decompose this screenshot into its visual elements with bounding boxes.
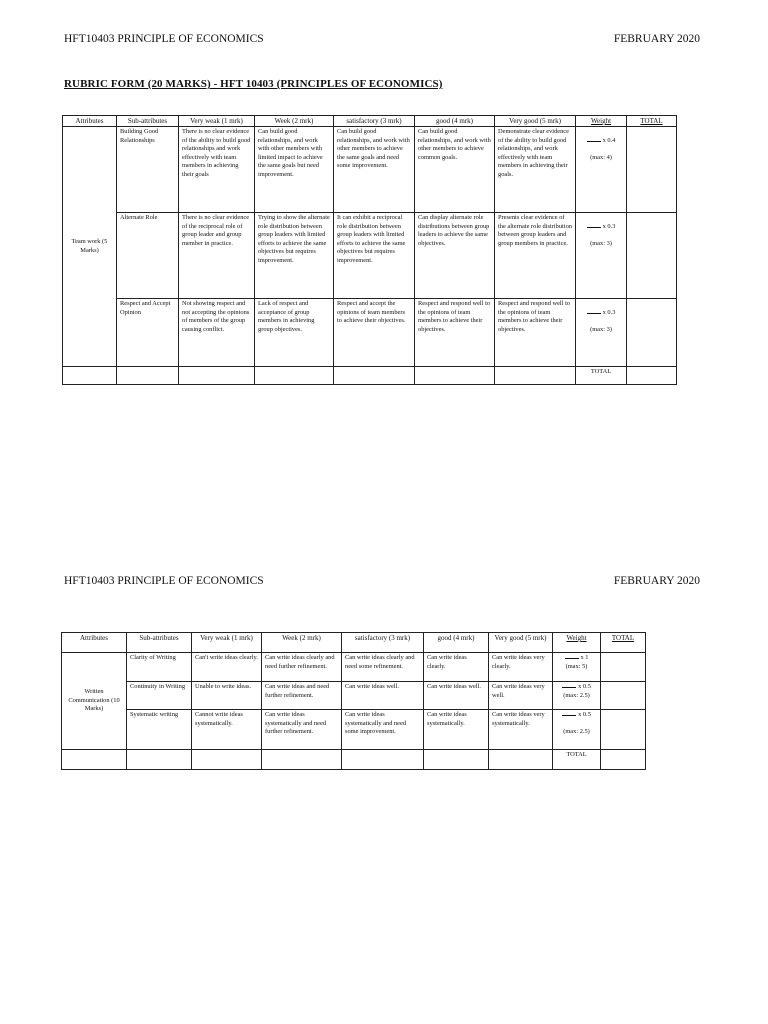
col-header: Weight (553, 633, 601, 653)
sub-attribute: Respect and Accept Opinion (117, 299, 179, 367)
score-blank[interactable] (587, 227, 601, 228)
weight-cell[interactable] (553, 710, 601, 750)
weight-multiplier: x 0.5 (578, 683, 591, 690)
criteria-cell: Trying to show the alternate role distribution between group leaders with limited efforts to achieve the same objectives but requires improvement. (255, 213, 334, 299)
criteria-cell: Can write ideas and need further refinement. (262, 682, 342, 710)
total-cell[interactable] (627, 299, 677, 367)
table-row (63, 299, 677, 367)
criteria-cell: Presents clear evidence of the alternate role distribution between group leaders and group members in practice. (495, 213, 576, 299)
criteria-cell: Respect and respond well to the opinions of team members to achieve their objectives. (415, 299, 495, 367)
total-label: TOTAL (576, 367, 627, 385)
criteria-cell: Lack of respect and acceptance of group members in achieving group objectives. (255, 299, 334, 367)
criteria-cell: It can exhibit a reciprocal role distribution between group leaders with limited efforts to achieve the same objectives but requires improvement. (334, 213, 415, 299)
total-cell[interactable] (601, 682, 646, 710)
attribute-cell: Written Communication (10 Marks) (62, 653, 127, 750)
weight-max: (max: 5) (565, 662, 588, 670)
page2-header (64, 575, 700, 587)
table-row (62, 710, 646, 750)
total-cell[interactable] (627, 127, 677, 213)
empty-cell (495, 367, 576, 385)
empty-cell (342, 750, 424, 770)
total-label: TOTAL (553, 750, 601, 770)
total-cell[interactable] (627, 213, 677, 299)
table-row (62, 682, 646, 710)
table-row (62, 653, 646, 682)
criteria-cell: Demonstrate clear evidence of the ability to build good relationships, and work effectively with team members in achieving their goals. (495, 127, 576, 213)
empty-cell (62, 750, 127, 770)
col-header: Attributes (62, 633, 127, 653)
col-header: Very good (5 mrk) (489, 633, 553, 653)
weight-multiplier: x 0.3 (602, 309, 616, 316)
criteria-cell: Can't write ideas clearly. (192, 653, 262, 682)
date: FEBRUARY 2020 (613, 33, 700, 45)
criteria-cell: Can write ideas systematically and need further refinement. (262, 710, 342, 750)
criteria-cell: Can write ideas very clearly. (489, 653, 553, 682)
criteria-cell: Unable to write ideas. (192, 682, 262, 710)
col-header: Weight (576, 116, 627, 127)
criteria-cell: Can build good relationships, and work with other members with limited impact to achieve the same goals but need improvement. (255, 127, 334, 213)
grand-total-cell[interactable] (627, 367, 677, 385)
weight-max: (max: 2.5) (563, 691, 590, 699)
sub-attribute: Systematic writing (127, 710, 192, 750)
grand-total-cell[interactable] (601, 750, 646, 770)
empty-cell (334, 367, 415, 385)
col-header: Week (2 mrk) (255, 116, 334, 127)
score-blank[interactable] (587, 141, 601, 142)
col-header: satisfactory (3 mrk) (334, 116, 415, 127)
table-row (63, 213, 677, 299)
criteria-cell: There is no clear evidence of the reciprocal role of group leader and group member in practice. (179, 213, 255, 299)
weight-cell[interactable] (553, 653, 601, 682)
empty-cell (489, 750, 553, 770)
total-cell[interactable] (601, 710, 646, 750)
criteria-cell: Can write ideas very systematically. (489, 710, 553, 750)
weight-max: (max: 2.5) (563, 728, 590, 736)
score-blank[interactable] (562, 715, 576, 716)
col-header: Attributes (63, 116, 117, 127)
criteria-cell: Can write ideas systematically. (424, 710, 489, 750)
sub-attribute: Alternate Role (117, 213, 179, 299)
criteria-cell: Can build good relationships, and work with other members to achieve the same goals and need some improvement. (334, 127, 415, 213)
empty-cell (179, 367, 255, 385)
weight-multiplier: x 0.4 (602, 137, 616, 144)
col-header: TOTAL (601, 633, 646, 653)
criteria-cell: Respect and accept the opinions of team members to achieve their objectives. (334, 299, 415, 367)
weight-max: (max: 3) (590, 240, 612, 248)
col-header: Sub-attributes (127, 633, 192, 653)
course-title: HFT10403 PRINCIPLE OF ECONOMICS (64, 575, 264, 587)
criteria-cell: There is no clear evidence of the ability to build good relationships and work effectively with team members in achieving their goals (179, 127, 255, 213)
criteria-cell: Can write ideas clearly and need further refinement. (262, 653, 342, 682)
sub-attribute: Clarity of Writing (127, 653, 192, 682)
score-blank[interactable] (565, 658, 579, 659)
criteria-cell: Respect and respond well to the opinions of team members to achieve their objectives. (495, 299, 576, 367)
weight-cell[interactable] (576, 213, 627, 299)
criteria-cell: Can display alternate role distributions between group leaders to achieve the same objectives. (415, 213, 495, 299)
total-cell[interactable] (601, 653, 646, 682)
weight-cell[interactable] (576, 299, 627, 367)
rubric-table-teamwork (62, 115, 677, 385)
criteria-cell: Can write ideas clearly and need some refinement. (342, 653, 424, 682)
col-header: good (4 mrk) (415, 116, 495, 127)
rubric-table-writing (61, 632, 646, 770)
col-header: Sub-attributes (117, 116, 179, 127)
criteria-cell: Can write ideas clearly. (424, 653, 489, 682)
empty-cell (192, 750, 262, 770)
col-header: good (4 mrk) (424, 633, 489, 653)
weight-multiplier: x 0.3 (602, 223, 616, 230)
course-title: HFT10403 PRINCIPLE OF ECONOMICS (64, 33, 264, 45)
criteria-cell: Can build good relationships, and work with other members to achieve common goals. (415, 127, 495, 213)
weight-max: (max: 4) (590, 154, 612, 162)
empty-cell (415, 367, 495, 385)
weight-cell[interactable] (576, 127, 627, 213)
total-row (63, 367, 677, 385)
criteria-cell: Can write ideas well. (342, 682, 424, 710)
weight-multiplier: x 0.5 (578, 711, 591, 718)
criteria-cell: Not showing respect and not accepting the opinions of members of the group causing conflict. (179, 299, 255, 367)
empty-cell (262, 750, 342, 770)
empty-cell (127, 750, 192, 770)
col-header: Very good (5 mrk) (495, 116, 576, 127)
empty-cell (255, 367, 334, 385)
col-header: Week (2 mrk) (262, 633, 342, 653)
weight-max: (max: 3) (590, 326, 612, 334)
date: FEBRUARY 2020 (613, 575, 700, 587)
empty-cell (117, 367, 179, 385)
score-blank[interactable] (587, 313, 601, 314)
empty-cell (424, 750, 489, 770)
empty-cell (63, 367, 117, 385)
score-blank[interactable] (562, 687, 576, 688)
criteria-cell: Can write ideas systematically and need some improvement. (342, 710, 424, 750)
col-header: Very weak (1 mrk) (192, 633, 262, 653)
col-header: satisfactory (3 mrk) (342, 633, 424, 653)
table-row (63, 127, 677, 213)
table-header-row (63, 116, 677, 127)
col-header: Very weak (1 mrk) (179, 116, 255, 127)
total-row (62, 750, 646, 770)
sub-attribute: Continuity in Writing (127, 682, 192, 710)
weight-multiplier: x 1 (580, 654, 589, 661)
weight-cell[interactable] (553, 682, 601, 710)
attribute-cell: Team work (5 Marks) (63, 127, 117, 367)
criteria-cell: Can write ideas very well. (489, 682, 553, 710)
sub-attribute: Building Good Relationships (117, 127, 179, 213)
table-header-row (62, 633, 646, 653)
col-header: TOTAL (627, 116, 677, 127)
page1-header (64, 33, 700, 45)
rubric-title: RUBRIC FORM (20 MARKS) - HFT 10403 (PRINCIPLES OF ECONOMICS) (64, 78, 443, 90)
criteria-cell: Can write ideas well. (424, 682, 489, 710)
criteria-cell: Cannot write ideas systematically. (192, 710, 262, 750)
